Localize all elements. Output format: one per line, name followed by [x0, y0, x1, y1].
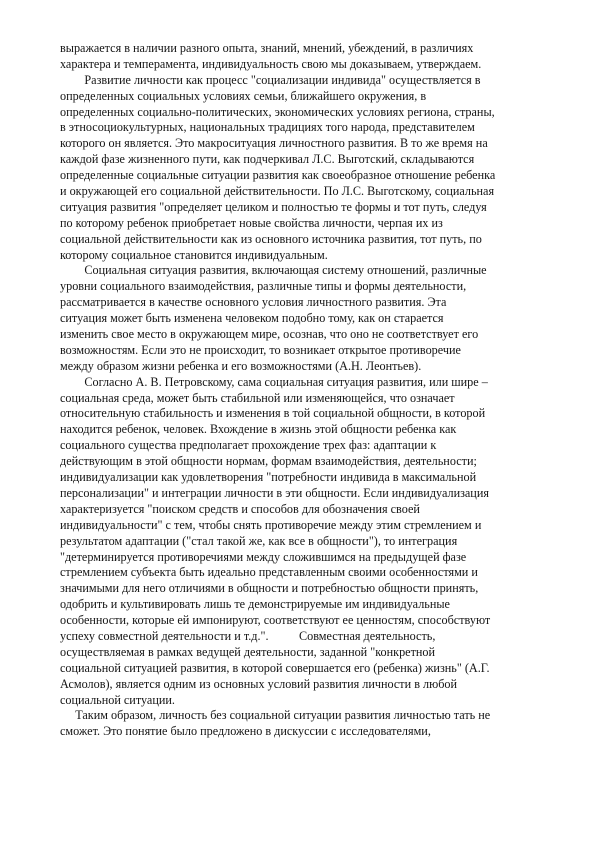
text-line: ситуация может быть изменена человеком подобно тому, как он старается [60, 311, 444, 326]
text-line: определенных социально-политических, экономических условиях региона, страны, [60, 104, 495, 119]
text-line: "детерминируется противоречиями между сложившимся на предыдущей фазе [60, 549, 467, 564]
text-line: социальной ситуации. [60, 692, 175, 707]
text-line: ситуация развития "определяет целиком и полностью те формы и тот путь, следуя [60, 199, 487, 214]
text-line: каждой фазе жизненного пути, как подчеркивал Л.С. Выготский, складываются [60, 152, 475, 167]
body-text [60, 41, 552, 740]
text-line: определенные социальные ситуации развития как своеобразное отношение ребенка [60, 168, 496, 183]
text-line: которого он является. Это макроситуация личностного развития. В то же время на [60, 136, 488, 151]
text-line: сможет. Это понятие было предложено в дискуссии с исследователями, [60, 724, 431, 739]
text-line: Социальная ситуация развития, включающая систему отношений, различные [60, 263, 487, 278]
text-line: значимыми для него отличиями в общности и потребностью общности принять, [60, 581, 479, 596]
text-line: характеризуется "поиском средств и способов для обозначения своей [60, 501, 420, 516]
text-line: относительную стабильность и изменения в той социальной общности, в которой [60, 406, 486, 421]
text-line: возможностям. Если это не происходит, то возникает открытое противоречие [60, 342, 461, 357]
text-line: Согласно А. В. Петровскому, сама социальная ситуация развития, или шире – [60, 374, 488, 389]
text-line: персонализации" и интеграции личности в эти общности. Если индивидуализация [60, 485, 489, 500]
text-line: между образом жизни ребенка и его возможностями (А.Н. Леонтьев). [60, 358, 422, 373]
text-line: успеху совместной деятельности и т.д.". Совместная деятельность, [60, 628, 436, 643]
text-line: Асмолов), является одним из основных условий развития личности в любой [60, 676, 458, 691]
text-line: индивидуализации как удовлетворения "потребности индивида в максимальной [60, 470, 477, 485]
text-line: стремлением субъекта быть идеально представленным своими особенностями и [60, 565, 478, 580]
text-line: рассматривается в качестве основного условия личностного развития. Эта [60, 295, 447, 310]
text-line: характера и темперамента, индивидуальность свою мы доказываем, утверждаем. [60, 56, 482, 71]
text-line: социальной действительности как из основного источника развития, тот путь, по [60, 231, 482, 246]
text-line: индивидуальности" с тем, чтобы снять противоречие между этим стремлением и [60, 517, 482, 532]
text-line: осуществляемая в рамках ведущей деятельности, заданной "конкретной [60, 644, 436, 659]
text-line: особенности, которые ей импонируют, соответствуют ее ценностям, способствуют [60, 613, 491, 628]
text-line: социальная среда, может быть стабильной или изменяющейся, что означает [60, 390, 455, 405]
text-line: Таким образом, личность без социальной ситуации развития личностью тать не [60, 708, 491, 723]
text-line: Развитие личности как процесс "социализации индивида" осуществляется в [60, 72, 481, 87]
text-line: социального существа предполагает прохождение трех фаз: адаптации к [60, 438, 437, 453]
text-line: которому социальное становится индивидуальным. [60, 247, 328, 262]
text-line: по которому ребенок приобретает новые свойства личности, черпая их из [60, 215, 443, 230]
text-line: одобрить и культивировать лишь те демонстрируемые им индивидуальные [60, 597, 450, 612]
text-line: и окружающей его социальной действительности. По Л.С. Выготскому, социальная [60, 184, 495, 199]
text-line: действующим в этой общности нормам, формам взаимодействия, деятельности; [60, 454, 477, 469]
text-line: результатом адаптации ("стал такой же, как все в общности"), то интеграция [60, 533, 458, 548]
text-line: изменить свое место в окружающем мире, осознав, что оно не соответствует его [60, 327, 479, 342]
text-line: находится ребенок, человек. Вхождение в жизнь этой общности ребенка как [60, 422, 457, 437]
text-line: уровни социального взаимодействия, различные типы и формы деятельности, [60, 279, 467, 294]
text-line: в этносоциокультурных, национальных традициях того народа, представителем [60, 120, 475, 135]
text-line: социальной ситуацией развития, в которой совершается его (ребенка) жизнь" (А.Г. [60, 660, 490, 675]
text-line: выражается в наличии разного опыта, знаний, мнений, убеждений, в различиях [60, 41, 474, 55]
text-line: определенных социальных условиях семьи, ближайшего окружения, в [60, 88, 427, 103]
